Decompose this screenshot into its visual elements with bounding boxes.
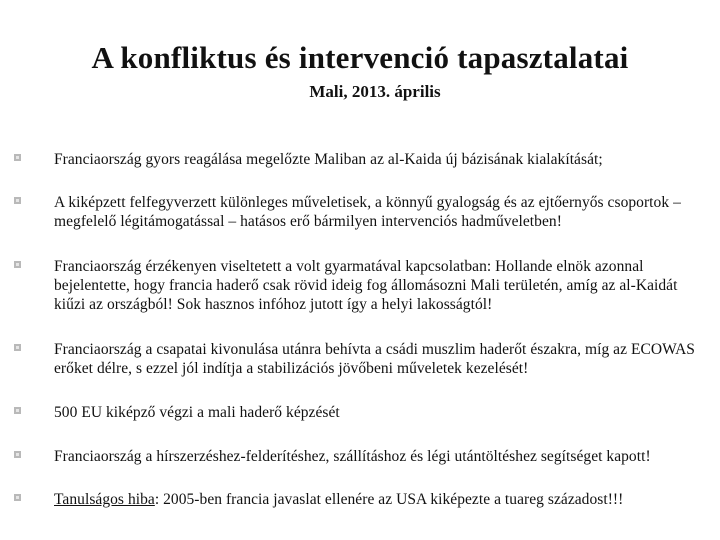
square-bullet-icon xyxy=(14,494,21,501)
slide-subtitle: Mali, 2013. április xyxy=(309,82,441,101)
square-bullet-icon xyxy=(14,154,21,161)
square-bullet-icon xyxy=(14,407,21,414)
bullet-text: Franciaország érzékenyen viseltetett a volt gyarmatával kapcsolatban: Hollande elnök azonnal bejelentette, hogy francia haderő csak rövid ideig fog állomásozni Mali területén, amíg az al-Kaidát kiűzi az országból! Sok hasznos infóhoz jutott így a helyi lakosságtól! xyxy=(54,258,678,313)
bullet-text: Franciaország gyors reagálása megelőzte Maliban az al-Kaida új bázisának kialakítását; xyxy=(54,151,603,168)
bullet-text: Franciaország a hírszerzéshez-felderítéshez, szállításhoz és légi utántöltéshez segítséget kapott! xyxy=(54,448,651,465)
square-bullet-icon xyxy=(14,344,21,351)
slide-title: A konfliktus és intervenció tapasztalatai xyxy=(91,40,629,75)
bullet-rest: : 2005-ben francia javaslat ellenére az USA kiképezte a tuareg századost!!! xyxy=(154,491,624,508)
square-bullet-icon xyxy=(14,261,21,268)
bullet-text: A kiképzett felfegyverzett különleges műveletisek, a könnyű gyalogság és az ejtőernyős csoportok – megfelelő légitámogatással – hatásos erő bármilyen intervenciós hadműveletben! xyxy=(54,194,681,230)
bullet-lead-underlined: Tanulságos hiba xyxy=(54,491,155,508)
bullet-text xyxy=(54,490,706,509)
bullet-text: Franciaország a csapatai kivonulása utánra behívta a csádi muszlim haderőt északra, míg az ECOWAS erőket délre, s ezzel jól indítja a stabilizációs jövőbeni műveletek kezelését! xyxy=(54,341,695,377)
square-bullet-icon xyxy=(14,197,21,204)
square-bullet-icon xyxy=(14,451,21,458)
bullet-text: 500 EU kiképző végzi a mali haderő képzését xyxy=(54,404,340,421)
